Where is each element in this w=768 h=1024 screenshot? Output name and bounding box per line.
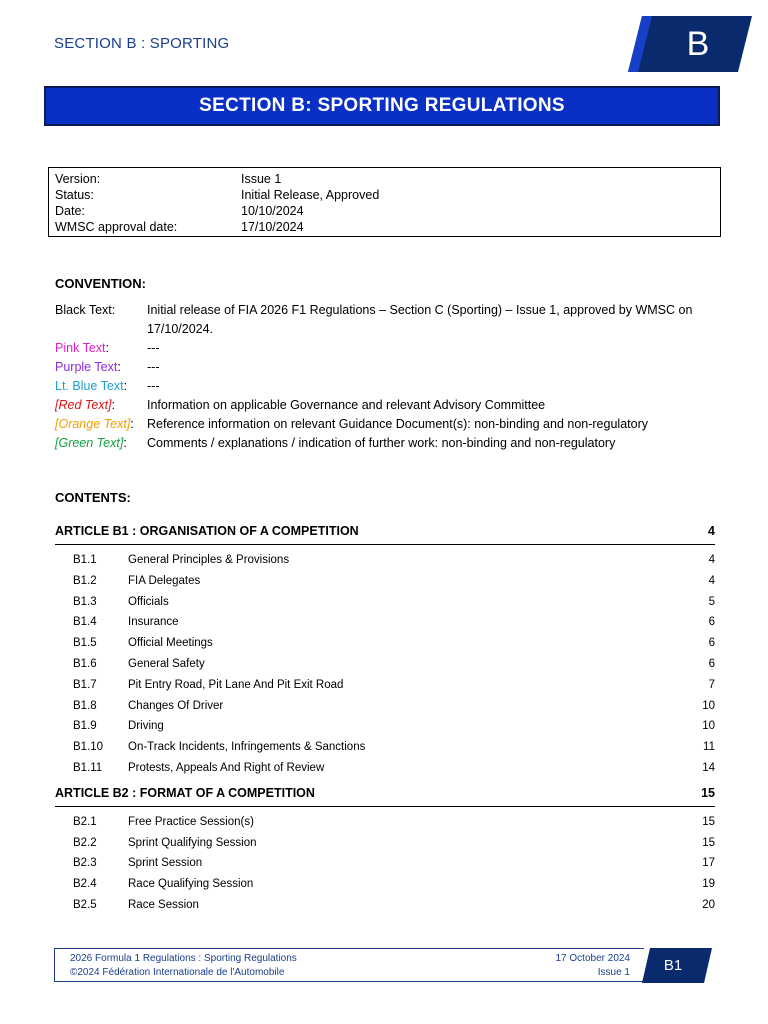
convention-description: ---	[147, 341, 160, 355]
footer-version-info	[514, 952, 630, 980]
toc-entry-page: 6	[708, 616, 715, 629]
convention-label-text: [Red Text]	[55, 398, 112, 412]
convention-row	[55, 339, 725, 358]
toc-entry-title: On-Track Incidents, Infringements & Sanctions	[128, 741, 366, 754]
toc-entry-num: B2.3	[73, 857, 97, 870]
convention-description: ---	[147, 379, 160, 393]
convention-label-text: Pink Text	[55, 341, 106, 355]
toc-entry-num: B2.1	[73, 815, 97, 828]
toc-article-title: ARTICLE B2 : FORMAT OF A COMPETITION	[55, 785, 315, 800]
toc-entry[interactable]	[55, 571, 715, 592]
page-title: SECTION B: SPORTING REGULATIONS	[44, 86, 720, 126]
toc-article-title: ARTICLE B1 : ORGANISATION OF A COMPETITION	[55, 524, 359, 538]
toc-article-page: 15	[701, 785, 715, 800]
convention-label: [Orange Text]:	[55, 417, 134, 431]
info-value: Issue 1	[241, 172, 282, 186]
convention-row	[55, 415, 725, 434]
toc-entry-num: B2.4	[73, 878, 97, 891]
toc-entry-num: B2.5	[73, 898, 97, 911]
footer-date: 17 October 2024	[555, 953, 630, 964]
toc-entry-num: B1.9	[73, 720, 97, 733]
toc-article	[55, 785, 715, 916]
toc-entry-num: B1.8	[73, 699, 97, 712]
toc-entry[interactable]	[55, 853, 715, 874]
convention-description: Comments / explanations / indication of further work: non-binding and non-regulatory	[147, 436, 616, 450]
toc-entry[interactable]	[55, 550, 715, 571]
footer-title: 2026 Formula 1 Regulations : Sporting Regulations	[70, 953, 297, 964]
toc-entry-page: 17	[702, 857, 715, 870]
convention-label: [Green Text]:	[55, 436, 127, 450]
toc-entry-title: General Principles & Provisions	[128, 554, 290, 566]
toc-entry-num: B1.6	[73, 657, 97, 670]
toc-entry-num: B1.5	[73, 637, 97, 650]
toc-entry-title: Sprint Session	[128, 857, 203, 870]
toc-entry[interactable]	[55, 675, 715, 696]
toc-entry-page: 20	[702, 898, 715, 911]
toc-entry[interactable]	[55, 612, 715, 633]
toc-entry-title: FIA Delegates	[128, 574, 201, 587]
toc-entry[interactable]	[55, 833, 715, 854]
info-key: Date:	[55, 204, 85, 218]
info-row	[55, 203, 714, 219]
convention-description: ---	[147, 360, 160, 374]
info-row	[55, 219, 714, 235]
table-of-contents	[55, 523, 715, 916]
toc-entry[interactable]	[55, 696, 715, 717]
toc-entry-num: B1.11	[73, 761, 103, 774]
convention-label: Pink Text:	[55, 341, 109, 355]
toc-entry-page: 14	[702, 761, 715, 774]
toc-entry-num: B1.4	[73, 616, 97, 629]
toc-entry-title: Protests, Appeals And Right of Review	[128, 761, 325, 774]
toc-entry-title: Driving	[128, 720, 164, 733]
info-row	[55, 171, 714, 187]
toc-article-heading[interactable]	[55, 523, 715, 545]
toc-entry-page: 10	[702, 720, 715, 733]
toc-entry-title: Insurance	[128, 616, 179, 629]
section-badge	[628, 16, 752, 72]
convention-description: Information on applicable Governance and relevant Advisory Committee	[147, 398, 546, 412]
toc-entry-num: B1.7	[73, 678, 97, 691]
toc-entry-page: 15	[702, 836, 715, 849]
convention-label: Lt. Blue Text:	[55, 379, 128, 393]
contents-heading: CONTENTS:	[55, 490, 131, 505]
toc-entry[interactable]	[55, 758, 715, 779]
toc-entry-title: Officials	[128, 595, 169, 608]
toc-entry[interactable]	[55, 716, 715, 737]
toc-entry[interactable]	[55, 895, 715, 916]
convention-label-text: [Green Text]	[55, 436, 124, 450]
toc-entry-page: 4	[708, 554, 715, 566]
convention-row	[55, 377, 725, 396]
section-header-label: SECTION B : SPORTING	[54, 35, 230, 52]
toc-entry-page: 4	[708, 574, 715, 587]
page-footer	[54, 948, 714, 984]
toc-entry-title: Official Meetings	[128, 637, 213, 650]
convention-row	[55, 434, 725, 453]
badge-letter: B	[686, 25, 710, 63]
toc-article-heading[interactable]	[55, 785, 715, 807]
info-row	[55, 187, 714, 203]
toc-entry-num: B1.3	[73, 595, 97, 608]
toc-entry-title: Race Qualifying Session	[128, 878, 254, 891]
convention-label: Purple Text:	[55, 360, 121, 374]
toc-entry-page: 6	[708, 657, 715, 670]
convention-label: [Red Text]:	[55, 398, 115, 412]
footer-page-badge	[642, 948, 714, 983]
toc-entry-title: Changes Of Driver	[128, 699, 224, 712]
toc-entry-num: B1.2	[73, 574, 97, 587]
toc-entry[interactable]	[55, 737, 715, 758]
convention-label-text: Purple Text	[55, 360, 118, 374]
toc-entry-page: 11	[703, 741, 715, 754]
convention-label-text: Lt. Blue Text	[55, 379, 124, 393]
toc-entry-title: Sprint Qualifying Session	[128, 836, 257, 849]
info-key: Version:	[55, 172, 101, 186]
toc-entry[interactable]	[55, 812, 715, 833]
toc-entry-page: 15	[702, 815, 715, 828]
footer-issue: Issue 1	[597, 967, 630, 978]
toc-entry-title: Free Practice Session(s)	[128, 815, 254, 828]
toc-article-page: 4	[708, 524, 715, 538]
document-info-table	[48, 167, 721, 237]
convention-row	[55, 358, 725, 377]
convention-heading: CONVENTION:	[55, 276, 146, 291]
convention-row	[55, 396, 725, 415]
toc-entry-num: B1.10	[73, 741, 104, 754]
info-key: WMSC approval date:	[55, 220, 178, 234]
convention-label	[55, 301, 147, 339]
toc-entry-title: Race Session	[128, 898, 199, 911]
info-key: Status:	[55, 188, 94, 202]
convention-label-text: Black Text:	[55, 303, 116, 317]
toc-entry[interactable]	[55, 633, 715, 654]
toc-entry-page: 6	[708, 637, 715, 650]
toc-entry-page: 5	[708, 595, 715, 608]
toc-entry[interactable]	[55, 874, 715, 895]
info-value: Initial Release, Approved	[241, 188, 380, 202]
toc-entry-title: Pit Entry Road, Pit Lane And Pit Exit Road	[128, 678, 344, 691]
convention-description: Initial release of FIA 2026 F1 Regulations – Section C (Sporting) – Issue 1, approved by WMSC on 17/10/2024.	[147, 303, 693, 336]
toc-entry-page: 7	[708, 678, 715, 691]
toc-entry-num: B2.2	[73, 836, 97, 849]
footer-copyright: ©2024 Fédération Internationale de l'Automobile	[70, 967, 285, 978]
toc-entry-page: 10	[702, 699, 715, 712]
toc-entry-page: 19	[702, 878, 715, 891]
convention-list	[55, 301, 725, 453]
toc-entry[interactable]	[55, 654, 715, 675]
info-value: 10/10/2024	[241, 204, 304, 218]
footer-page-number: B1	[663, 957, 683, 974]
convention-row	[55, 301, 725, 339]
toc-entry-num: B1.1	[73, 554, 97, 566]
info-value: 17/10/2024	[241, 220, 304, 234]
toc-article	[55, 523, 715, 779]
convention-label-text: [Orange Text]	[55, 417, 131, 431]
convention-description: Reference information on relevant Guidance Document(s): non-binding and non-regulatory	[147, 417, 648, 431]
toc-entry-title: General Safety	[128, 657, 205, 670]
toc-entry[interactable]	[55, 592, 715, 613]
footer-doc-info	[70, 952, 297, 980]
